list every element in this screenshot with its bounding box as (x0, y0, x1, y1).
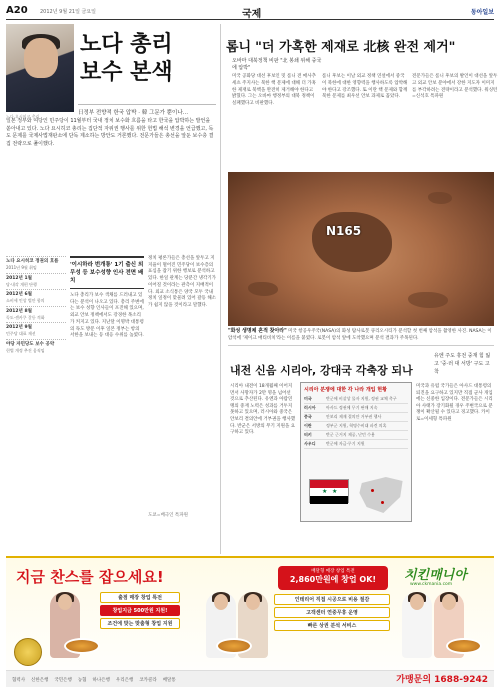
timeline-item-body: 민주당 대표 재선 (6, 331, 36, 336)
timeline-item-title: 2012년 8월 (6, 308, 32, 314)
timeline-item-body: 당·내각 개편 단행 (6, 281, 37, 287)
map-marker-icon (371, 489, 374, 492)
offer-label: 배달형 매장 창업 특전 (311, 569, 355, 574)
caption-title: "화성 생명체 흔적 찾아라" (228, 328, 287, 334)
offer-price: 2,860만원에 창업 OK! (289, 575, 377, 584)
body-text: 노다 총리가 보수 색채를 드러내고 있다는 분석이 나오고 있다. 총리 주변에는 보수 성향 인사들이 포진해 있으며, 외교 안보 정책에서도 강경한 목소리가 커지고 있다. 지난달 이명박 대통령의 독도 방문 이후 일본 정부는 항의 서한을 보내는 등 대응 수위를 높였다. (70, 293, 144, 339)
syria-flag-icon: ★ ★ (309, 479, 349, 503)
issue-date: 2012년 9월 21일 금요일 (40, 9, 97, 15)
newspaper-brand: 동아일보 (470, 9, 494, 16)
timeline-item-body: 소비세 인상 법안 합의 (6, 298, 45, 303)
portrait-face (24, 38, 58, 78)
mars-rock-photo (228, 172, 494, 326)
mars-caption (228, 328, 494, 346)
brand-url: www.ckmania.com (410, 582, 453, 587)
timeline-item-body: 2011년 9월 취임 (6, 265, 37, 270)
infobox-row (304, 431, 408, 440)
partner-logo: 협력사 (12, 678, 26, 683)
timeline-item-title: 야당 자민당도 보수 공약 (6, 341, 55, 347)
timeline-item (6, 289, 66, 306)
timeline-item (6, 306, 66, 323)
country-name: 사우디 (304, 441, 316, 446)
country-name: 러시아 (304, 405, 316, 410)
franchise-phone: 가맹문의 1688-9242 (396, 675, 488, 685)
country-stance: 반군에 비살상 물자 지원, 정권 교체 촉구 (326, 396, 397, 401)
ad-offer-banner (278, 566, 388, 590)
timeline-item-title: 2012년 9월 (6, 325, 32, 330)
partner-logo: 신한은행 (31, 678, 49, 683)
headline-quote: "더 가혹한 제재로 北核 완전 제거" (255, 40, 456, 55)
page-header (6, 4, 494, 20)
benefit-item: 창업지금 500만원 지원! (100, 605, 180, 616)
infobox-title: 시리아 분쟁에 대한 각 나라 개입 현황 (304, 387, 387, 393)
image-label: N165 (326, 224, 362, 238)
romney-headline (226, 36, 494, 55)
syria-body-column-1: 시리아 내전이 18개월째 이어지면서 사망자가 2만 명을 넘어선 것으로 추산된다. 유엔과 아랍연맹의 중재 노력은 성과를 거두지 못하고 있으며, 러시아와 중국은 안보리 결의안에 거부권을 행사했다. 반군은 서방의 무기 지원을 요구하고 있다. (230, 384, 296, 436)
infobox-row (304, 440, 408, 449)
section-title: 국제 (242, 9, 262, 20)
column-divider (220, 24, 221, 554)
headline-mark: 롬니 (226, 40, 252, 55)
benefit-item: 빠른 상권 분석 서비스 (274, 620, 390, 631)
body-text: 미국 공화당 대선 후보인 밋 롬니 전 매사추세츠 주지사는 북한 핵 문제에 대해 더 가혹한 제재로 북핵을 완전히 제거해야 한다고 밝혔다. 그는 오바마 행정부의 대북 정책이 실패했다고 비판했다. (232, 74, 316, 107)
infobox-row (304, 413, 408, 422)
headline-line-1: 노다 총리 (80, 31, 173, 57)
ad-headline: 지금 찬스를 잡으세요! (16, 568, 164, 586)
romney-subheadline: 오바마 대북정책 비판 "北 봉쇄 위해 중국에 압박" (232, 58, 322, 71)
country-stance: 반군에 자금·무기 지원 (326, 441, 365, 446)
romney-body (232, 74, 498, 172)
partner-logo: 국민은행 (54, 678, 72, 683)
body-text: 전문가들은 롬니 후보의 발언이 대선을 앞두고 외교 안보 분야에서 강한 지도자 이미지를 부각하려는 전략이라고 분석했다. 워싱턴=신석호 특파원 (412, 74, 498, 100)
partner-logo: 배달통 (162, 678, 176, 683)
partner-logo: 코카콜라 (139, 678, 157, 683)
page-number: A20 (6, 5, 28, 16)
infobox-row (304, 422, 408, 431)
pull-quote: '이시하라 번개통' 1기 출신 외무성 등 보수성향 인사 전면 배치 (70, 256, 144, 289)
award-seal-icon (14, 638, 42, 666)
country-stance: 반군 근거지 제공, 난민 수용 (326, 432, 375, 437)
timeline-item-title: 노다 요시히코 정권의 흐름 (6, 259, 59, 264)
country-stance: 안보리 제재 결의안 거부권 행사 (326, 414, 382, 419)
chicken-plate-icon (446, 638, 482, 654)
timeline-item (6, 256, 66, 273)
left-story-lede: 일본 정부와 여당인 민주당이 11월부터 국내 정치 보수화 흐름을 타고 한국을 압박하는 발언을 쏟아내고 있다. 노다 요시히코 총리는 집단적 자위권 행사를 위한 헌법 해석 변경을 언급했고, 독도 문제를 국제사법재판소에 단독 제소하는 방안도 거론했다. 전문가들은 총선을 앞둔 보수층 결집 전략으로 풀이했다. (6, 118, 214, 147)
timeline-item (6, 273, 66, 290)
country-stance: 정부군 지원, 혁명수비대 파견 의혹 (326, 423, 387, 428)
infobox-row (304, 404, 408, 413)
syria-map-icon (357, 475, 405, 515)
timeline-item (6, 339, 66, 356)
franchise-advertisement (6, 556, 494, 687)
infobox-row (304, 395, 408, 404)
photo-caption: 노다 요시히코 총리 (6, 114, 40, 119)
left-story-byline: 도쿄=배극인 특파원 (148, 513, 188, 518)
model-figure (402, 592, 432, 658)
left-story-subheadline: 日정부 전향적 한국 압박 · 韓 그문가 뿐이나… (78, 104, 216, 116)
country-name: 중국 (304, 414, 312, 419)
benefit-item: 출점 매장 창업 특전 (100, 592, 180, 603)
ad-benefits-left (100, 592, 180, 631)
brand-logo: 치킨매니아 (404, 568, 467, 583)
partner-logo: 우리은행 (115, 678, 134, 683)
timeline-item-body: 독도·센카쿠 갈등 격화 (6, 314, 45, 320)
country-name: 미국 (304, 396, 312, 401)
ad-benefits-right (274, 594, 390, 633)
headline-line-2: 보수 본색 (80, 59, 173, 85)
caption-body: 미국 항공우주국(NASA)의 화성 탐사로봇 큐리오시티가 분석할 첫 번째 암석을 촬영한 사진. NASA는 이 암석에 '제이크 매티비치'라는 이름을 붙였다. 로봇이 암석 앞에 도착했으며 분석 결과가 주목된다. (228, 329, 492, 341)
timeline-sidebar (6, 256, 66, 355)
noda-portrait-photo (6, 24, 74, 112)
left-story-column-1 (70, 256, 144, 340)
rock-shape (312, 212, 392, 272)
syria-body-column-3: 미국과 유럽 국가들은 아사드 대통령의 퇴진을 요구하고 있지만 직접 군사 개입에는 신중한 입장이다. 전문가들은 시리아 사태가 장기화될 경우 주변국으로 분쟁이 확산될 수 있다고 경고했다. 카이로=이세형 특파원 (416, 384, 493, 422)
benefit-item: 고객센터 연중무휴 운영 (274, 607, 390, 618)
left-story-headline (80, 30, 210, 86)
body-text: 정치 평론가들은 총선을 앞두고 지지율이 떨어진 민주당이 보수층의 표심을 잡기 위한 행보로 분석하고 있다. 한일 관계는 당분간 냉각기가 이어질 것이라는 관측이 지배적이다. 외교 소식통은 양국 모두 국내 정치 일정이 맞물려 있어 갈등 해소가 쉽지 않을 것이라고 말했다. (148, 256, 217, 308)
timeline-item-body: 헌법 개정 추진 움직임 (6, 347, 45, 353)
partner-logo: 하나은행 (92, 678, 110, 683)
country-name: 터키 (304, 432, 312, 437)
left-story-column-2 (148, 256, 218, 310)
map-marker-icon (381, 501, 384, 504)
rock-shape (408, 292, 448, 308)
syria-headline: 내전 신음 시리아, 강대국 각축장 되나 (230, 364, 413, 377)
timeline-item-title: 2012년 1월 (6, 275, 32, 281)
timeline-item-title: 2012년 6월 (6, 292, 32, 297)
body-text: 롬니 후보는 이날 외교 정책 연설에서 중국이 북한에 대한 영향력을 행사하도록 압박해야 한다고 강조했다. 또 이란 핵 문제와 함께 북한 문제를 최우선 안보 과제로 꼽았다. (322, 74, 408, 100)
rock-shape (248, 282, 278, 296)
partner-logo: 농협 (77, 678, 87, 683)
rock-shape (428, 192, 452, 204)
syria-subheadline: 유엔 주도 휴전 중재 힘 잃고 '중·러 대 서방' 구도 고착 (434, 353, 491, 375)
timeline-item (6, 322, 66, 339)
chicken-plate-icon (216, 638, 252, 654)
benefit-item: 인테리어 직접 시공으로 비용 절감 (274, 594, 390, 605)
benefit-item: 조건에 맞는 맞춤형 창업 지원 (100, 618, 180, 629)
chicken-plate-icon (64, 638, 100, 654)
country-stance: 아사드 정권에 무기 판매 지속 (326, 405, 378, 410)
syria-infobox (300, 382, 412, 522)
country-name: 이란 (304, 423, 312, 428)
